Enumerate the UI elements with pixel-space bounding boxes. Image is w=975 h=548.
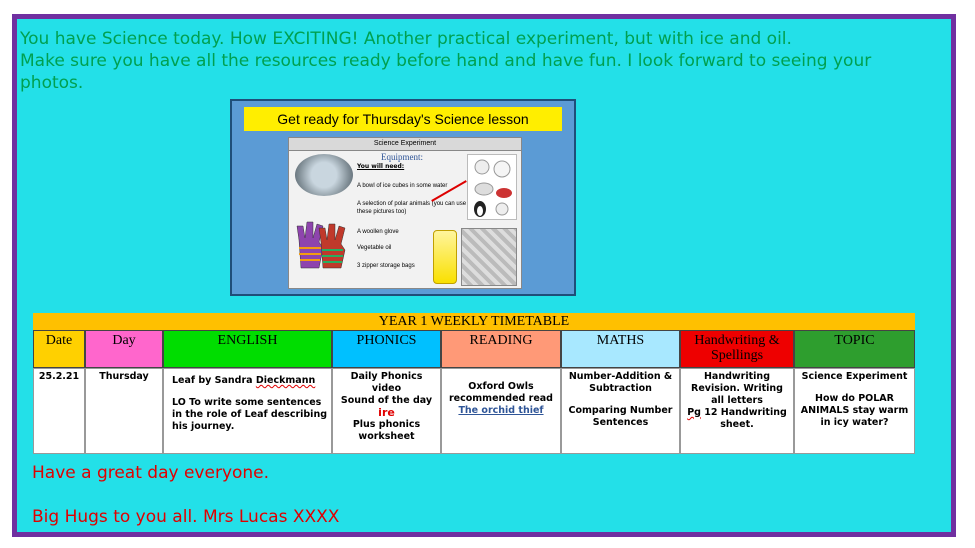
equipment-item: A bowl of ice cubes in some water xyxy=(357,183,448,189)
vegetable-oil-image xyxy=(433,230,457,284)
header-topic: TOPIC xyxy=(794,330,915,368)
english-book: Leaf by Sandra xyxy=(172,375,256,386)
english-objective: LO To write some sentences in the role of Leaf describing his journey. xyxy=(172,397,328,432)
handwriting-page-label: Pg xyxy=(687,407,701,418)
cell-reading xyxy=(441,368,561,454)
maths-topic: Number-Addition & Subtraction xyxy=(568,371,673,394)
cell-handwriting xyxy=(680,368,794,454)
slide-title: Get ready for Thursday's Science lesson xyxy=(244,107,562,131)
you-will-need-label: You will need: xyxy=(357,163,405,170)
intro-line-2: Make sure you have all the resources ready before hand and have fun. I look forward to seeing your photos. xyxy=(20,51,872,93)
cell-day: Thursday xyxy=(85,368,163,454)
cell-maths xyxy=(561,368,680,454)
zipper-bags-image xyxy=(461,228,517,286)
reading-text: Oxford Owls recommended read xyxy=(449,381,553,404)
equipment-item: Vegetable oil xyxy=(357,245,392,251)
woollen-glove-image xyxy=(293,218,349,270)
equipment-item: A selection of polar animals (you can use these pictures too) xyxy=(357,201,467,215)
english-author: Dieckmann xyxy=(255,375,316,386)
header-maths: MATHS xyxy=(561,330,680,368)
topic-question: How do POLAR ANIMALS stay warm in icy water? xyxy=(800,393,909,428)
header-handwriting: Handwriting & Spellings xyxy=(680,330,794,368)
cell-topic xyxy=(794,368,915,454)
phonics-sound-label: Sound of the day xyxy=(340,395,433,406)
science-slide xyxy=(230,99,576,296)
reading-link[interactable]: The orchid thief xyxy=(458,405,544,416)
equipment-item: A woollen glove xyxy=(357,229,399,235)
equipment-title: Equipment: xyxy=(381,152,423,162)
footer-signoff: Big Hugs to you all. Mrs Lucas XXXX xyxy=(32,507,340,527)
phonics-worksheet: Plus phonics worksheet xyxy=(352,419,421,442)
timetable-title: YEAR 1 WEEKLY TIMETABLE xyxy=(33,313,915,330)
phonics-video: Daily Phonics video xyxy=(350,371,423,394)
header-english: ENGLISH xyxy=(163,330,332,368)
table-row xyxy=(33,368,915,454)
timetable-header-row xyxy=(33,330,915,368)
experiment-panel xyxy=(288,137,522,289)
cell-date: 25.2.21 xyxy=(33,368,85,454)
header-day: Day xyxy=(85,330,163,368)
intro-line-1: You have Science today. How EXCITING! Another practical experiment, but with ice and oil. xyxy=(20,29,792,49)
topic-title: Science Experiment xyxy=(801,371,908,382)
handwriting-text: Handwriting Revision. Writing all letters xyxy=(691,371,783,406)
footer-greeting: Have a great day everyone. xyxy=(32,463,270,483)
intro-message xyxy=(20,28,920,94)
maths-activity: Comparing Number Sentences xyxy=(568,405,673,428)
experiment-header: Science Experiment xyxy=(289,138,521,151)
header-phonics: PHONICS xyxy=(332,330,441,368)
polar-animals-image xyxy=(467,154,517,220)
header-date: Date xyxy=(33,330,85,368)
handwriting-sheet: 12 Handwriting sheet. xyxy=(700,407,787,430)
cell-phonics xyxy=(332,368,441,454)
ice-bowl-image xyxy=(295,154,353,196)
weekly-timetable xyxy=(33,313,915,454)
cell-english xyxy=(163,368,332,454)
header-reading: READING xyxy=(441,330,561,368)
equipment-item: 3 zipper storage bags xyxy=(357,263,415,269)
phonics-sound: ire xyxy=(378,406,395,419)
